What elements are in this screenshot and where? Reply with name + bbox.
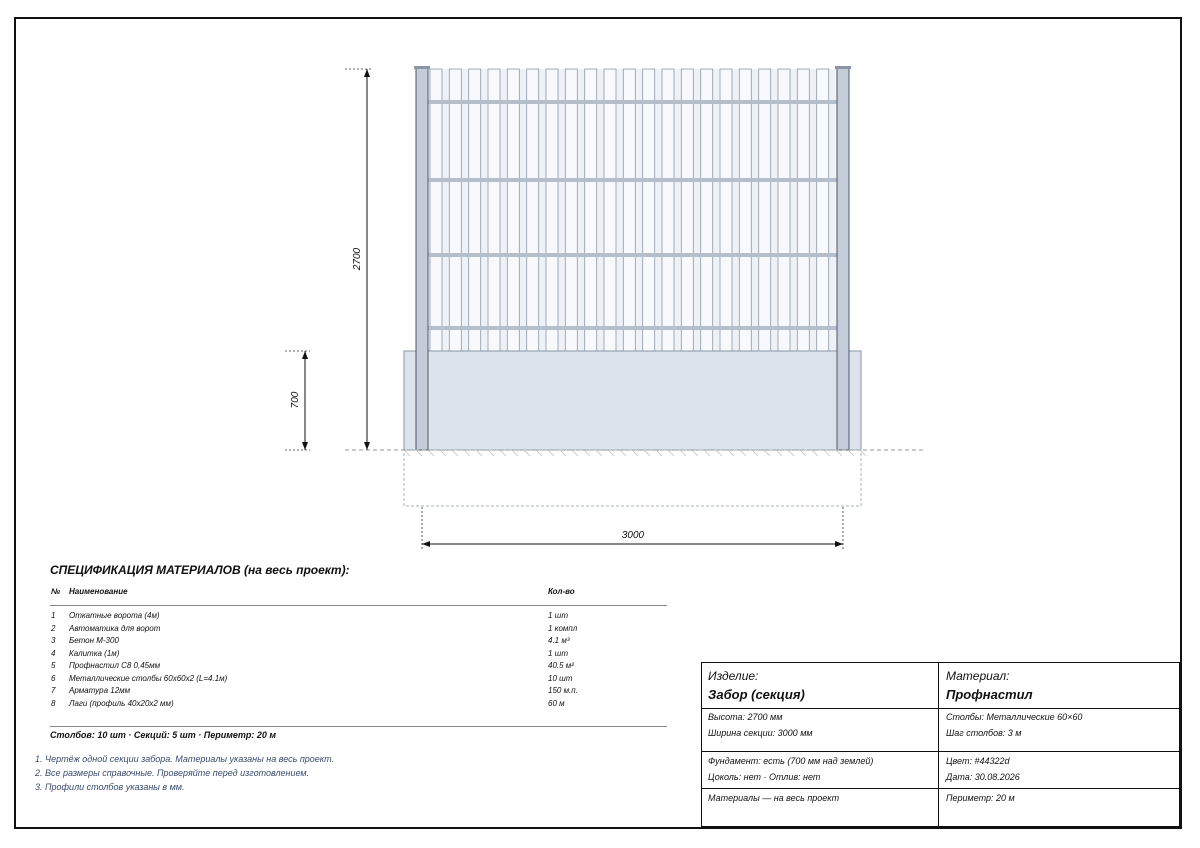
hatch-tick — [776, 450, 782, 456]
spec-row — [0, 699, 700, 711]
foundation-below-ground — [404, 450, 861, 506]
tb-perimeter: Периметр: 20 м — [946, 793, 1015, 803]
lag-rail — [428, 253, 837, 257]
spec-row-num: 4 — [51, 649, 56, 658]
picket — [469, 69, 481, 351]
tb-materials-note: Материалы — на весь проект — [708, 793, 840, 803]
picket — [546, 69, 558, 351]
spec-row-name: Арматура 12мм — [69, 686, 131, 695]
hatch-tick — [440, 450, 446, 456]
right-post — [837, 68, 849, 450]
hatch-tick — [716, 450, 722, 456]
note-3: 3. Профили столбов указаны в мм. — [35, 782, 185, 792]
tb-section-width: Ширина секции: 3000 мм — [708, 728, 813, 738]
spec-col-qty: Кол-во — [548, 587, 575, 596]
lag-rail — [428, 326, 837, 330]
picket — [507, 69, 519, 351]
spec-col-name: Наименование — [69, 587, 128, 596]
tb-product-value: Забор (секция) — [708, 687, 805, 702]
picket — [585, 69, 597, 351]
picket — [701, 69, 713, 351]
spec-row-name: Лаги (профиль 40x20x2 мм) — [69, 699, 174, 708]
spec-row-num: 3 — [51, 636, 56, 645]
hatch-tick — [764, 450, 770, 456]
hatch-tick — [404, 450, 410, 456]
title-block-divider — [702, 788, 1179, 789]
spec-row-qty: 60 м — [548, 699, 565, 708]
dim-height-arrow-top — [364, 69, 370, 77]
picket — [449, 69, 461, 351]
dim-foundation-arrow-top — [302, 351, 308, 359]
spec-row-num: 8 — [51, 699, 56, 708]
spec-row-qty: 40.5 м² — [548, 661, 574, 670]
hatch-tick — [824, 450, 830, 456]
spec-row-name: Металлические столбы 60x60x2 (L=4.1м) — [69, 674, 228, 683]
tb-plinth: Цоколь: нет · Отлив: нет — [708, 772, 821, 782]
title-block-divider — [702, 751, 1179, 752]
dim-width-arrow-right — [835, 541, 843, 547]
picket — [778, 69, 790, 351]
spec-row-num: 7 — [51, 686, 56, 695]
spec-row-qty: 1 шт — [548, 649, 568, 658]
hatch-tick — [548, 450, 554, 456]
hatch-tick — [608, 450, 614, 456]
hatch-tick — [800, 450, 806, 456]
spec-header-divider — [50, 605, 667, 606]
hatch-tick — [512, 450, 518, 456]
spec-row-num: 5 — [51, 661, 56, 670]
picket — [527, 69, 539, 351]
picket — [643, 69, 655, 351]
spec-summary: Столбов: 10 шт · Секций: 5 шт · Периметр: 20 м — [50, 730, 277, 740]
picket — [720, 69, 732, 351]
hatch-tick — [728, 450, 734, 456]
spec-row — [0, 624, 700, 636]
picket — [681, 69, 693, 351]
spec-footer-divider — [50, 726, 667, 727]
spec-row — [0, 649, 700, 661]
spec-row — [0, 674, 700, 686]
spec-row-qty: 4.1 м³ — [548, 636, 570, 645]
picket — [662, 69, 674, 351]
picket — [430, 69, 442, 351]
spec-row-name: Профнастил С8 0,45мм — [69, 661, 161, 670]
spec-row-num: 2 — [51, 624, 56, 633]
tb-color: Цвет: #44322d — [946, 756, 1010, 766]
tb-material-value: Профнастил — [946, 687, 1033, 702]
spec-row-name: Калитка (1м) — [69, 649, 120, 658]
hatch-tick — [668, 450, 674, 456]
spec-col-num: № — [51, 587, 61, 596]
right-post-cap — [835, 66, 851, 69]
note-1: 1. Чертёж одной секции забора. Материалы указаны на весь проект. — [35, 754, 335, 764]
spec-row — [0, 636, 700, 648]
lag-rail — [428, 178, 837, 182]
spec-title: СПЕЦИФИКАЦИЯ МАТЕРИАЛОВ (на весь проект): — [50, 563, 350, 577]
hatch-tick — [476, 450, 482, 456]
fence-sheets — [428, 69, 837, 351]
tb-foundation: Фундамент: есть (700 мм над землей) — [708, 756, 874, 766]
title-block-divider — [702, 708, 1179, 709]
hatch-tick — [788, 450, 794, 456]
hatch-tick — [416, 450, 422, 456]
hatch-tick — [752, 450, 758, 456]
spec-row — [0, 686, 700, 698]
hatch-tick — [428, 450, 434, 456]
tb-posts: Столбы: Металлические 60×60 — [946, 712, 1083, 722]
hatch-tick — [680, 450, 686, 456]
spec-row — [0, 611, 700, 623]
hatch-tick — [620, 450, 626, 456]
hatch-tick — [572, 450, 578, 456]
tb-height: Высота: 2700 мм — [708, 712, 783, 722]
tb-post-step: Шаг столбов: 3 м — [946, 728, 1022, 738]
picket — [797, 69, 809, 351]
lag-rail — [428, 100, 837, 104]
spec-row-name: Бетон М-300 — [69, 636, 119, 645]
picket — [817, 69, 829, 351]
hatch-tick — [500, 450, 506, 456]
foundation — [404, 351, 861, 450]
picket — [739, 69, 751, 351]
spec-row-num: 6 — [51, 674, 56, 683]
spec-row-qty: 150 м.п. — [548, 686, 578, 695]
spec-row-qty: 1 компл — [548, 624, 578, 633]
tb-date: Дата: 30.08.2026 — [946, 772, 1020, 782]
spec-row — [0, 661, 700, 673]
picket — [759, 69, 771, 351]
spec-row-num: 1 — [51, 611, 56, 620]
ground-hatch — [404, 450, 866, 456]
tb-material-label: Материал: — [946, 669, 1010, 683]
hatch-tick — [812, 450, 818, 456]
hatch-tick — [740, 450, 746, 456]
hatch-tick — [452, 450, 458, 456]
hatch-tick — [584, 450, 590, 456]
spec-row-qty: 10 шт — [548, 674, 573, 683]
dim-foundation-label: 700 — [290, 391, 301, 409]
hatch-tick — [644, 450, 650, 456]
dim-width-label: 3000 — [621, 530, 645, 541]
title-block-divider — [938, 663, 939, 826]
left-post-cap — [414, 66, 430, 69]
hatch-tick — [632, 450, 638, 456]
hatch-tick — [836, 450, 842, 456]
spec-row-name: Откатные ворота (4м) — [69, 611, 160, 620]
dim-height-label: 2700 — [352, 247, 363, 271]
picket — [488, 69, 500, 351]
spec-row-name: Автоматика для ворот — [69, 624, 161, 633]
left-post — [416, 68, 428, 450]
hatch-tick — [536, 450, 542, 456]
hatch-tick — [704, 450, 710, 456]
hatch-tick — [524, 450, 530, 456]
picket — [623, 69, 635, 351]
hatch-tick — [692, 450, 698, 456]
hatch-tick — [596, 450, 602, 456]
picket — [604, 69, 616, 351]
dim-width-arrow-left — [422, 541, 430, 547]
hatch-tick — [560, 450, 566, 456]
note-2: 2. Все размеры справочные. Проверяйте перед изготовлением. — [35, 768, 310, 778]
hatch-tick — [488, 450, 494, 456]
hatch-tick — [848, 450, 854, 456]
hatch-tick — [464, 450, 470, 456]
hatch-tick — [656, 450, 662, 456]
title-block — [701, 662, 1180, 827]
spec-row-qty: 1 шт — [548, 611, 568, 620]
picket — [565, 69, 577, 351]
tb-product-label: Изделие: — [708, 669, 759, 683]
dim-foundation-arrow-bottom — [302, 442, 308, 450]
dim-height-arrow-bottom — [364, 442, 370, 450]
